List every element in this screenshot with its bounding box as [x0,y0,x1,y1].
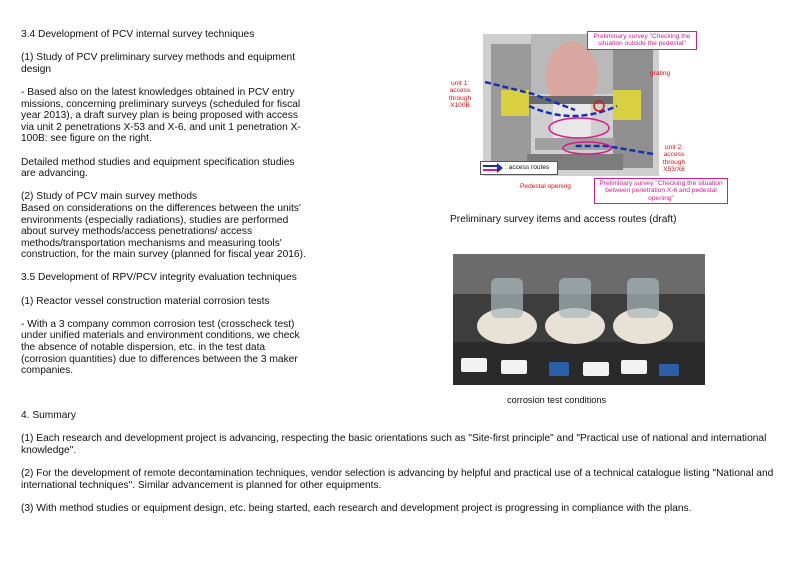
route-arrow-icon [483,163,503,173]
item-1-body-2: Detailed method studies and equipment specification studies are advancing. [21,156,295,180]
section-3-4-title: 3.4 Development of PCV internal survey techniques [21,29,255,40]
item-1-body: - Based also on the latest knowledges obtained in PCV entry missions, concerning preliminary surveys (scheduled for fiscal year 2013), a draft survey plan is being proposed with access via unit 2 penetrations X-53 and X-6, and unit 1 penetration X-100B: see figure on the right. [21,86,301,145]
summary-paragraph-3: (3) With method studies or equipment design, etc. being started, each research and development project is progressing in compliance with the plans. [21,502,692,514]
item-2-heading: (2) Study of PCV main survey methods [21,191,198,203]
unit-2-label: unit 2: access through X53/X6 [662,144,686,174]
callout-between-x6-and-pedestal: Preliminary survey "Checking the situation between penetration X-6 and pedestal opening" [594,178,728,204]
figure-1-caption: Preliminary survey items and access routes (draft) [450,214,677,225]
corrosion-test-photo [453,254,705,385]
grating-label: grating [650,70,671,77]
pcv-access-diagram [444,30,734,210]
pcv-cutaway-image [483,34,659,176]
section-3-5-title: 3.5 Development of RPV/PCV integrity evaluation techniques [21,272,297,284]
summary-title: 4. Summary [21,410,76,421]
left-column [21,29,311,388]
pedestal-opening-label: Pedestal opening [520,183,571,190]
unit-1-label: unit 1: access through X100B [448,80,472,110]
summary-paragraph-2: (2) For the development of remote decontamination techniques, vendor selection is advancing by helpful and practical use of a technical catalogue listing "National and international techniques". Similar advancement is planned for other equipments. [21,467,774,491]
item-2-body: Based on considerations on the differences between the units' environments (especially radiations), studies are performed about survey methods/access penetrations/ access methods/transportation mechanisms and measuring tools' construction, for the main survey (planned for fiscal year 2016). [21,202,306,261]
item-3-body: - With a 3 company common corrosion test (crosscheck test) under unified materials and environment conditions, we check the absence of notable dispersion, etc. in the test data (corrosion quantities) due to differences between the 3 maker companies. [21,318,300,377]
item-2-block [21,191,311,261]
callout-outside-pedestal: Preliminary survey "Checking the situation outside the pedestal" [587,31,697,50]
summary-section [21,410,781,526]
access-route-legend [480,161,558,175]
item-3-heading: (1) Reactor vessel construction material corrosion tests [21,295,270,307]
item-1-heading: (1) Study of PCV preliminary survey methods and equipment design [21,52,296,75]
figure-2-caption: corrosion test conditions [507,395,607,405]
summary-paragraph-1: (1) Each research and development project is advancing, respecting the basic orientations such as "Site-first principle" and "Practical use of national and international knowledge". [21,433,767,456]
legend-text: : access routes [505,164,550,171]
